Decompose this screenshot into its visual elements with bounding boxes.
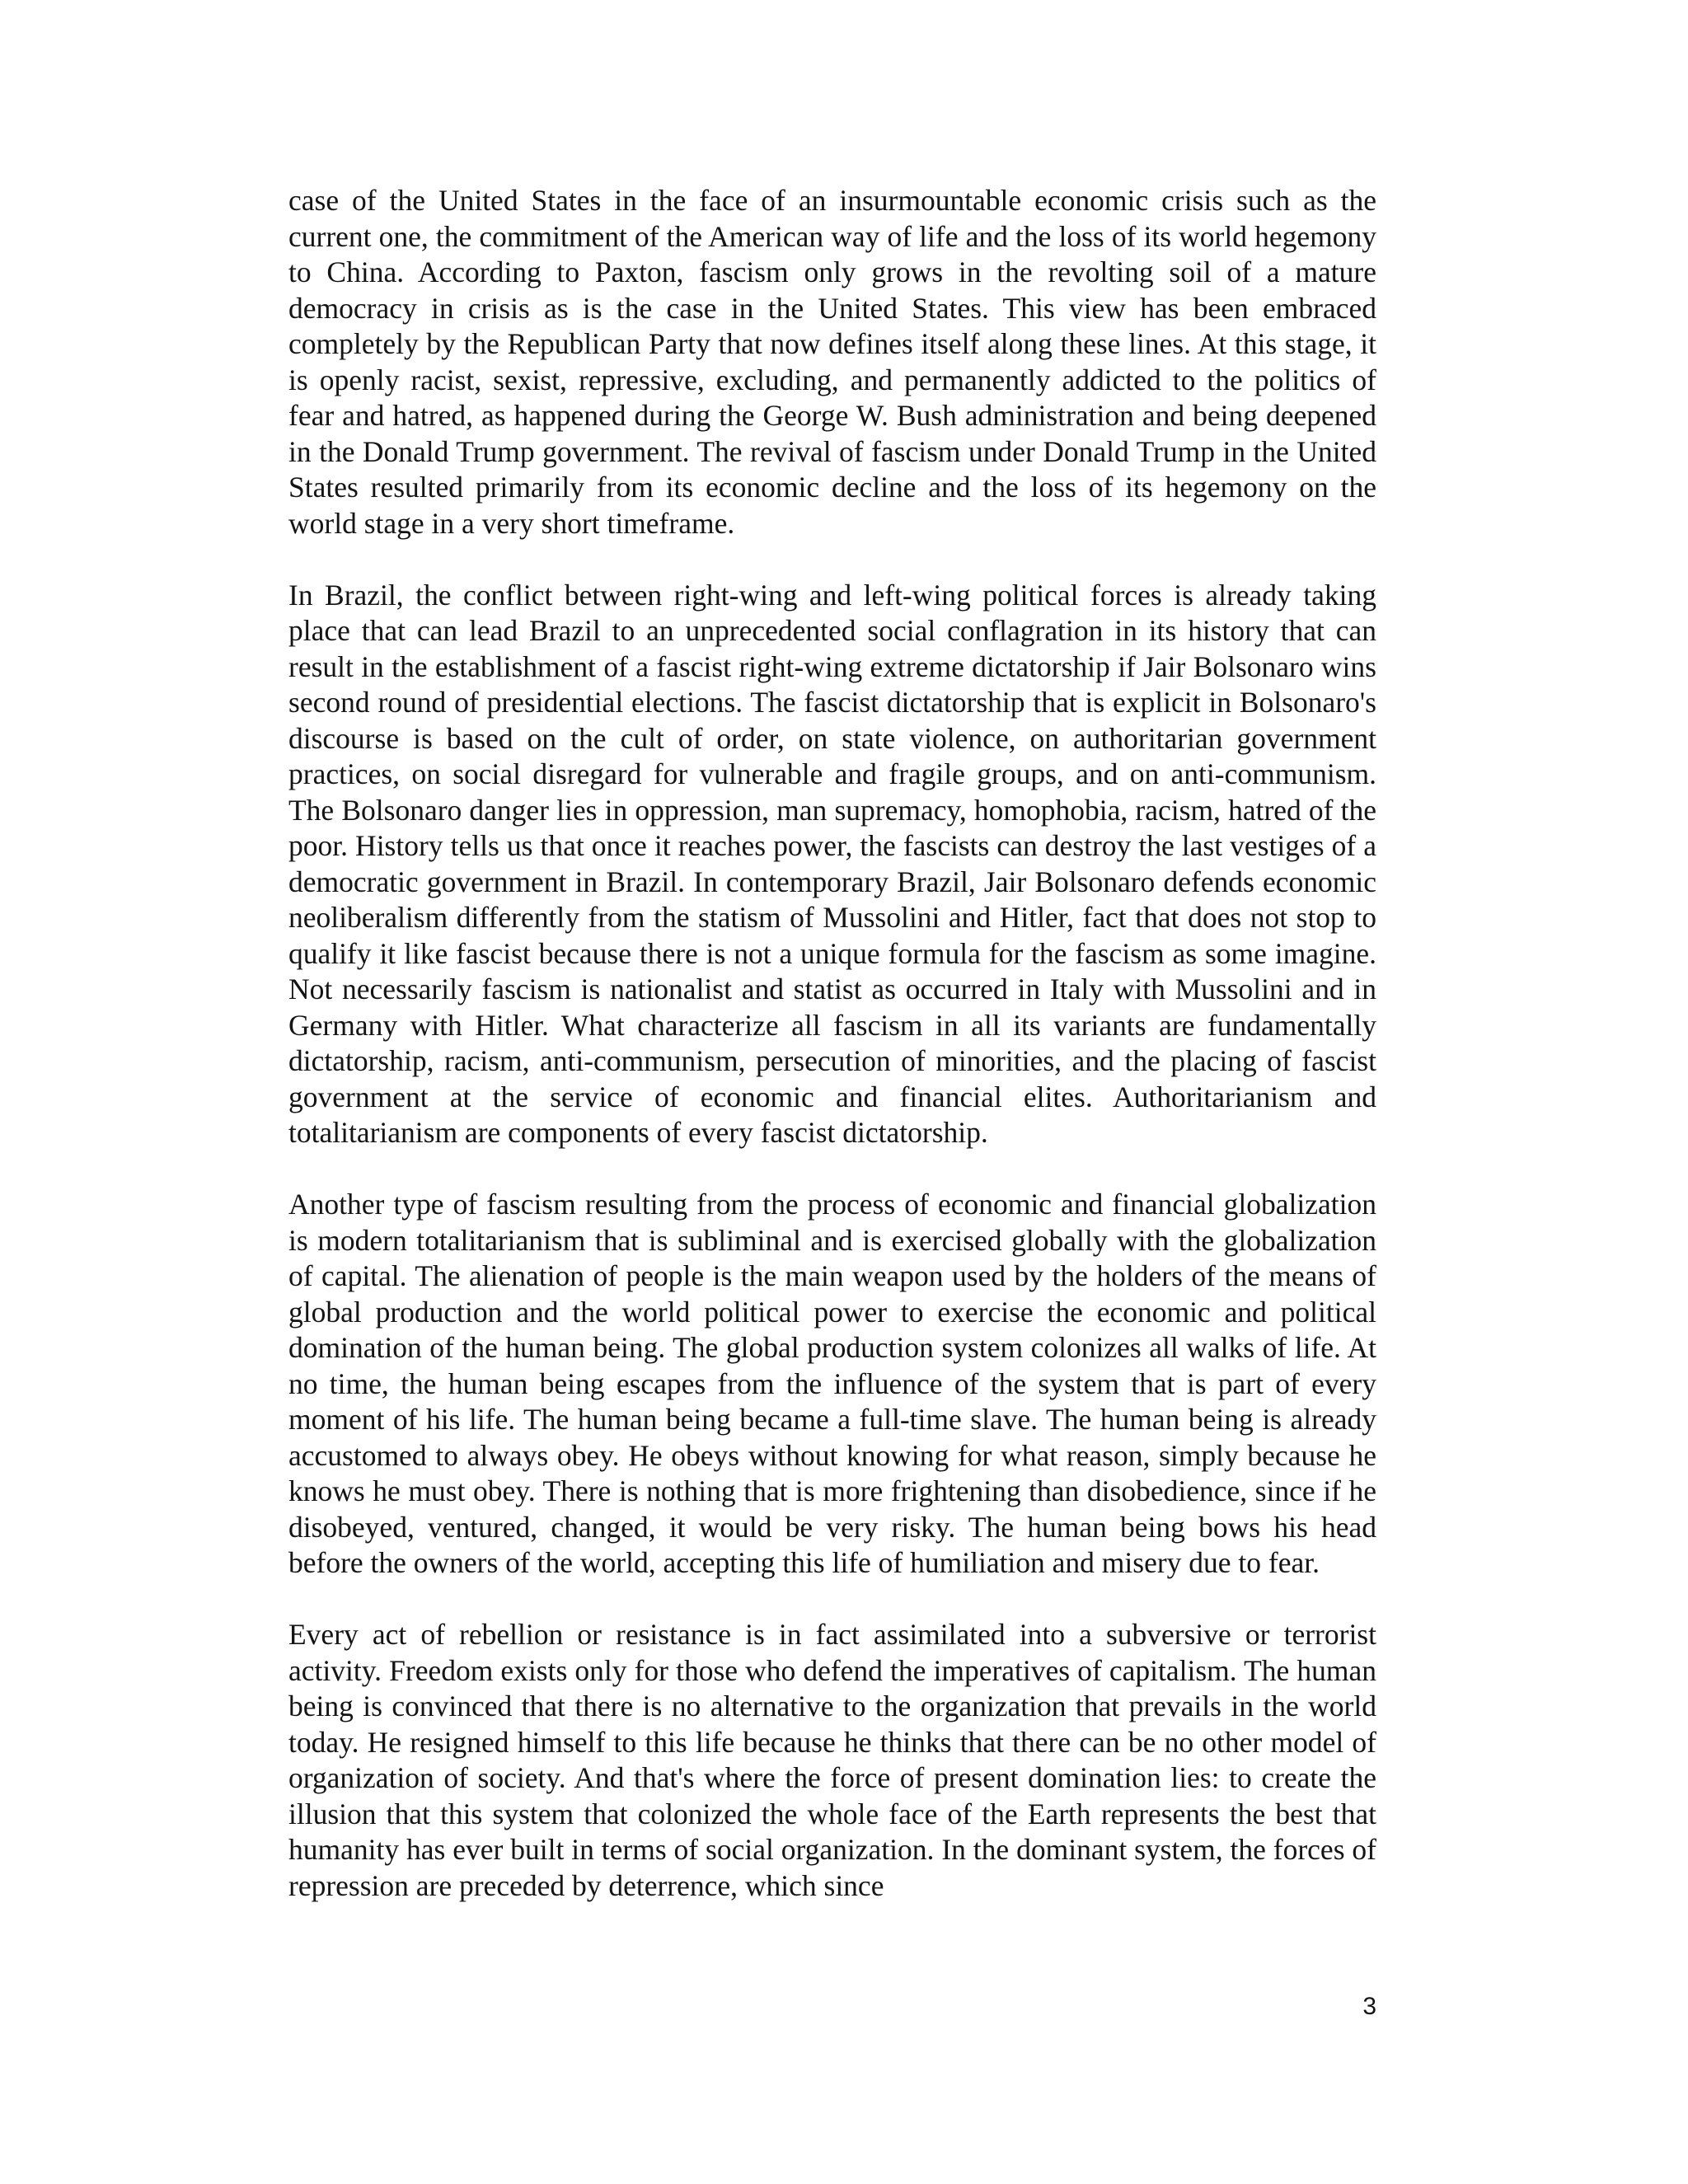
- paragraph-rebellion: Every act of rebellion or resistance is in fact assimilated into a subversive or terrorist activity. Freedom exists only for those who defend the imperatives of capitalism. The human being is convinced that there is no alternative to the organization that prevails in the world today. He resigned himself to this life because he thinks that there can be no other model of organization of society. And that's where the force of present domination lies: to create the illusion that this system that colonized the whole face of the Earth represents the best that humanity has ever built in terms of social organization. In the dominant system, the forces of repression are preceded by deterrence, which since: [288, 1618, 1376, 1902]
- paragraph-globalization: Another type of fascism resulting from the process of economic and financial globalization is modern totalitarianism that is subliminal and is exercised globally with the globalization of capital. The alienation of people is the main weapon used by the holders of the means of global production and the world political power to exercise the economic and political domination of the human being. The global production system colonizes all walks of life. At no time, the human being escapes from the influence of the system that is part of every moment of his life. The human being became a full-time slave. The human being is already accustomed to always obey. He obeys without knowing for what reason, simply because he knows he must obey. There is nothing that is more frightening than disobedience, since if he disobeyed, ventured, changed, it would be very risky. The human being bows his head before the owners of the world, accepting this life of humiliation and misery due to fear.: [288, 1188, 1376, 1579]
- paragraph-brazil: In Brazil, the conflict between right-wing and left-wing political forces is already taking place that can lead Brazil to an unprecedented social conflagration in its history that can result in the establishment of a fascist right-wing extreme dictatorship if Jair Bolsonaro wins second round of presidential elections. The fascist dictatorship that is explicit in Bolsonaro's discourse is based on the cult of order, on state violence, on authoritarian government practices, on social disregard for vulnerable and fragile groups, and on anti-communism. The Bolsonaro danger lies in oppression, man supremacy, homophobia, racism, hatred of the poor. History tells us that once it reaches power, the fascists can destroy the last vestiges of a democratic government in Brazil. In contemporary Brazil, Jair Bolsonaro defends economic neoliberalism differently from the statism of Mussolini and Hitler, fact that does not stop to qualify it like fascist because there is not a unique formula for the fascism as some imagine. Not necessarily fascism is nationalist and statist as occurred in Italy with Mussolini and in Germany with Hitler. What characterize all fascism in all its variants are fundamentally dictatorship, racism, anti-communism, persecution of minorities, and the placing of fascist government at the service of economic and financial elites. Authoritarianism and totalitarianism are components of every fascist dictatorship.: [288, 578, 1376, 1149]
- paragraph-us-fascism: case of the United States in the face of an insurmountable economic crisis such as the current one, the commitment of the American way of life and the loss of its world hegemony to China. According to Paxton, fascism only grows in the revolting soil of a mature democracy in crisis as is the case in the United States. This view has been embraced completely by the Republican Party that now defines itself along these lines. At this stage, it is openly racist, sexist, repressive, excluding, and permanently addicted to the politics of fear and hatred, as happened during the George W. Bush administration and being deepened in the Donald Trump government. The revival of fascism under Donald Trump in the United States resulted primarily from its economic decline and the loss of its hegemony on the world stage in a very short timeframe.: [288, 184, 1376, 540]
- page-number: 3: [1362, 1993, 1376, 2020]
- body-text: [288, 183, 1376, 1904]
